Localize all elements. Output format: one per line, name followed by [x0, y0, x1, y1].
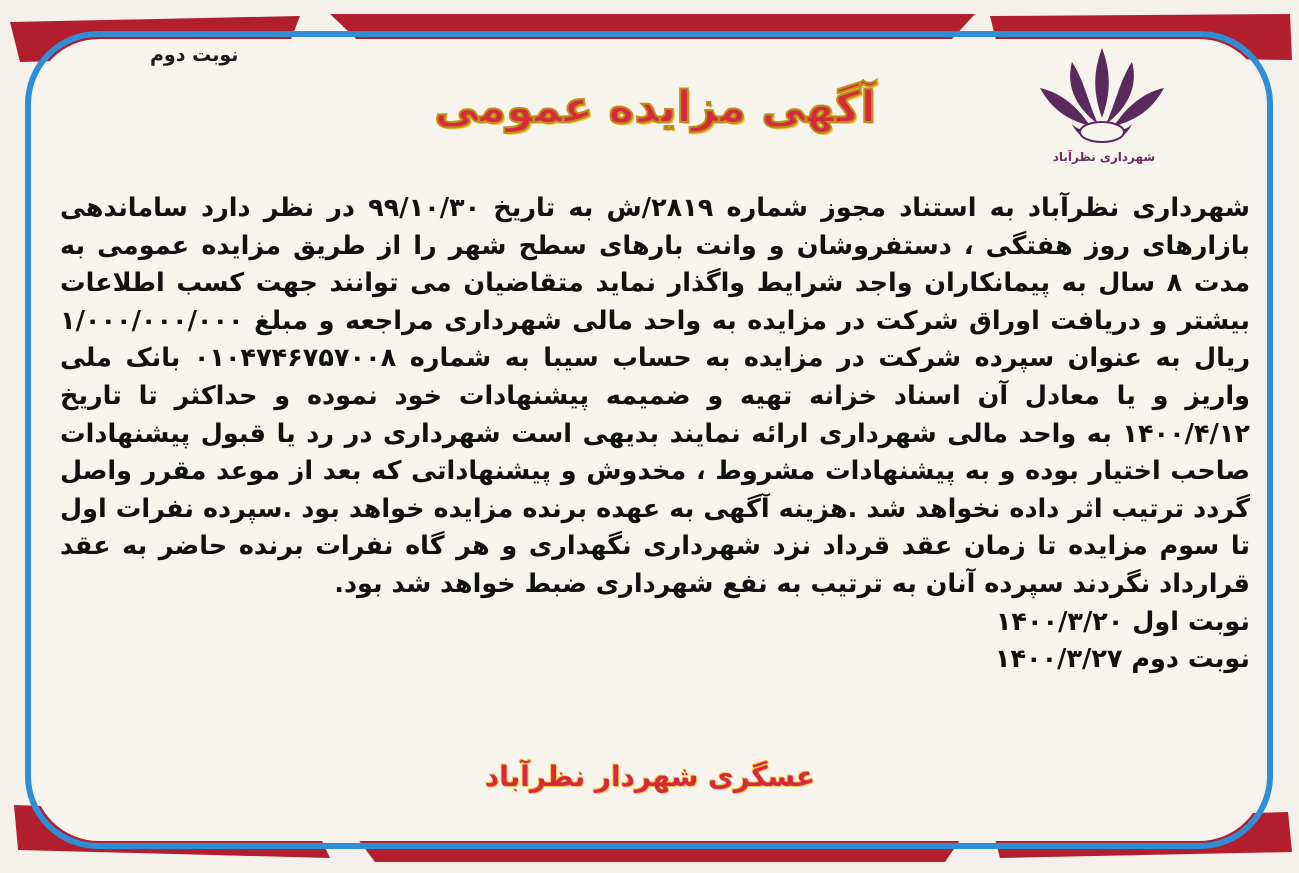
edition-label: نوبت دوم	[150, 44, 239, 66]
second-edition-date: نوبت دوم ۱۴۰۰/۳/۲۷	[994, 644, 1250, 675]
notice-body	[60, 190, 1250, 679]
first-edition-date: نوبت اول ۱۴۰۰/۳/۲۰	[995, 606, 1250, 637]
logo-caption: شهرداری نظرآباد	[1052, 150, 1156, 164]
signature: عسگری شهردار نظرآباد	[484, 760, 816, 793]
notice-title: آگهی مزایده عمومی	[434, 82, 876, 133]
notice-paragraph: شهرداری نظرآباد به استناد مجوز شماره ۲۸۱۹/ش به تاریخ ۹۹/۱۰/۳۰ در نظر دارد ساماندهی بازارهای روز هفتگی ، دستفروشان و وانت بارهای سطح شهر را از طریق مزایده عمومی به مدت ۸ سال به پیمانکاران واجد شرایط واگذار نماید متقاضیان می توانند جهت کسب اطلاعات بیشتر و دریافت اوراق شرکت در مزایده به واحد مالی شهرداری مراجعه و مبلغ ۱/۰۰۰/۰۰۰/۰۰۰ ریال به عنوان سپرده شرکت در مزایده به حساب سیبا به شماره ۰۱۰۴۷۴۶۷۵۷۰۰۸ بانک ملی واریز و یا معادل آن اسناد خزانه تهیه و ضمیمه پیشنهادات خود نموده و حداکثر تا تاریخ ۱۴۰۰/۴/۱۲ به واحد مالی شهرداری ارائه نمایند بدیهی است شهرداری در رد یا قبول پیشنهادات صاحب اختیار بوده و به پیشنهادات مشروط ، مخدوش و پیشنهاداتی که بعد از موعد مقرر واصل گردد ترتیب اثر داده نخواهد شد .هزینه آگهی به عهده برنده مزایده خواهد بود .سپرده نفرات اول تا سوم مزایده تا زمان عقد قرداد نزد شهرداری نگهداری و هر گاه نفرات برنده حاضر به عقد قرارداد نگردند سپرده آنان به ترتیب به نفع شهرداری ضبط خواهد شد بود.	[60, 193, 1250, 599]
